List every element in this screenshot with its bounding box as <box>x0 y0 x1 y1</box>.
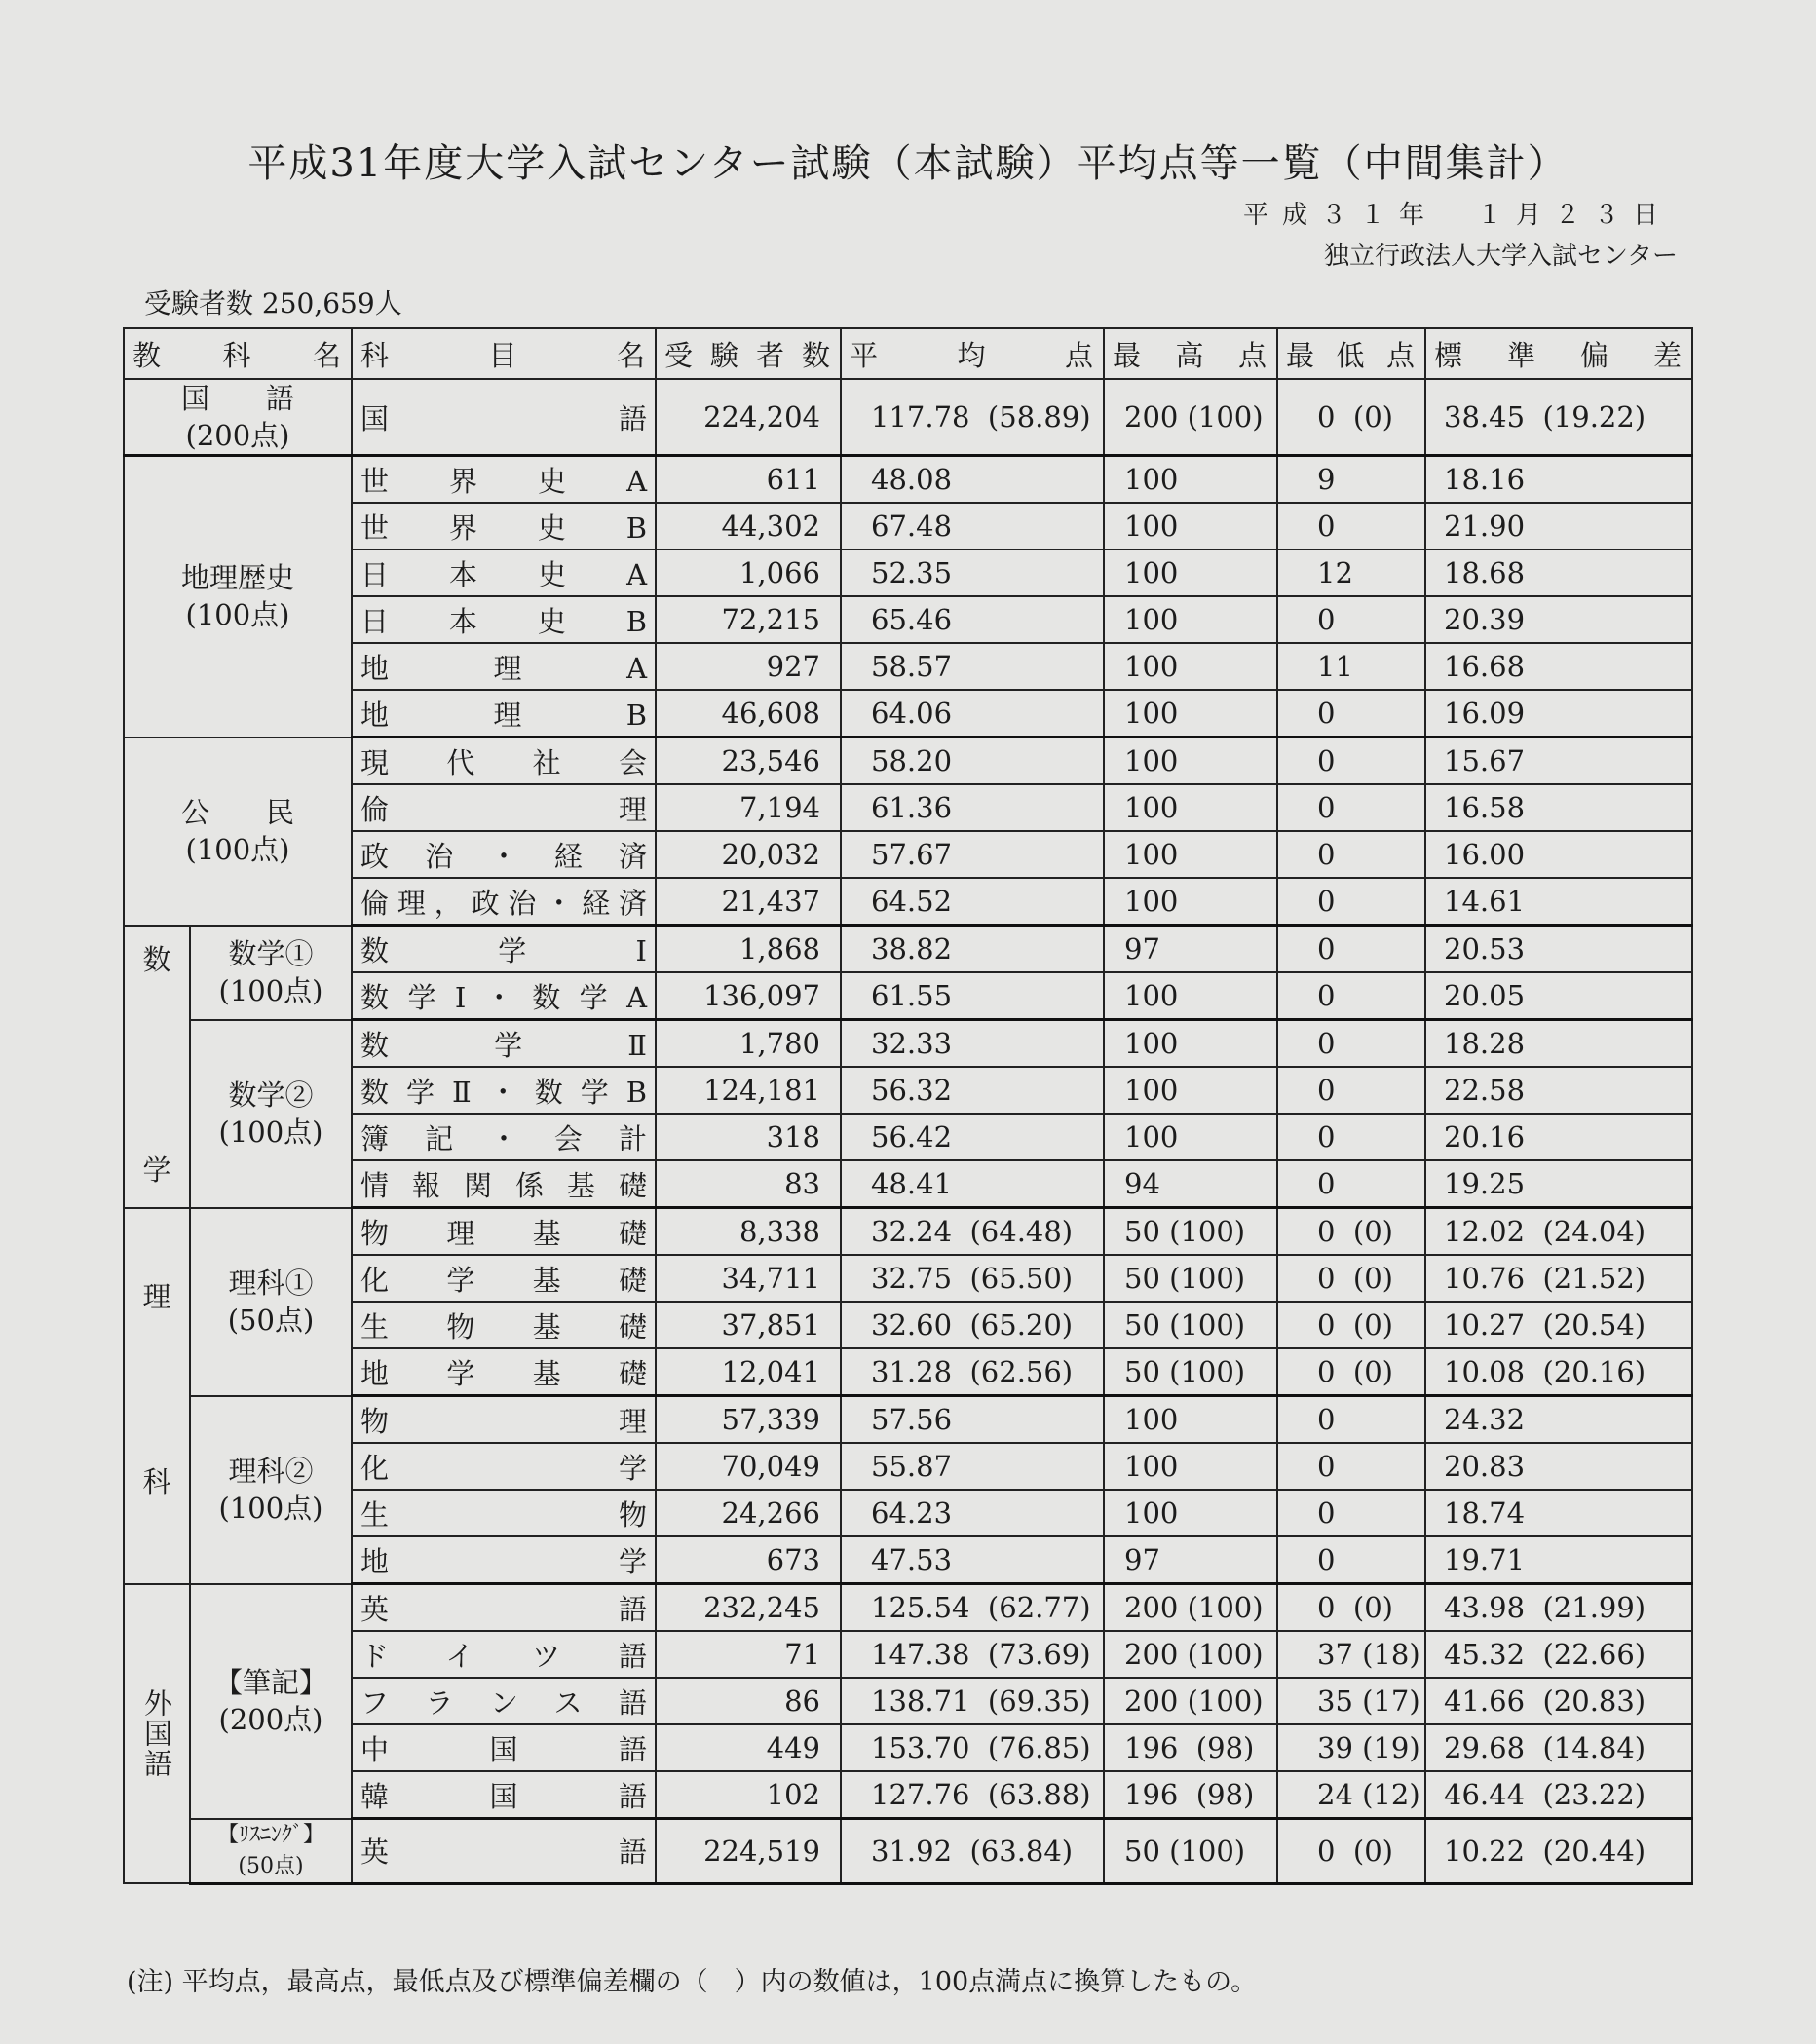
examinee-count: 44,302 <box>656 503 841 549</box>
average-score: 56.32 <box>841 1067 1104 1114</box>
examinee-count: 136,097 <box>656 972 841 1020</box>
subject-name: 物理基礎 <box>352 1208 656 1256</box>
subject-name: 化学基礎 <box>352 1255 656 1302</box>
subject-name: 中国語 <box>352 1724 656 1771</box>
examinee-count: 224,519 <box>656 1819 841 1884</box>
min-score: 39 (19) <box>1277 1724 1425 1771</box>
standard-deviation: 16.09 <box>1425 690 1692 738</box>
min-score: 0 <box>1277 831 1425 878</box>
max-score: 100 <box>1104 456 1277 504</box>
col-header-min: 最低点 <box>1277 328 1425 379</box>
min-score: 0 <box>1277 878 1425 926</box>
average-score: 32.33 <box>841 1020 1104 1068</box>
subcategory-hikki <box>190 1584 352 1819</box>
average-score: 58.20 <box>841 738 1104 785</box>
average-score: 58.57 <box>841 643 1104 690</box>
standard-deviation: 18.68 <box>1425 549 1692 596</box>
min-score: 0 (0) <box>1277 1819 1425 1884</box>
table-row <box>124 1348 1692 1396</box>
average-score: 48.41 <box>841 1160 1104 1208</box>
examinee-count: 232,245 <box>656 1584 841 1632</box>
average-score: 38.82 <box>841 926 1104 973</box>
col-header-category: 教 科 名 <box>124 328 352 379</box>
max-score: 100 <box>1104 1443 1277 1490</box>
subject-name: 世界史A <box>352 456 656 504</box>
table-row <box>124 784 1692 831</box>
average-score: 65.46 <box>841 596 1104 643</box>
table-row <box>124 643 1692 690</box>
results-table <box>123 327 1693 1885</box>
subcategory-sci2 <box>190 1396 352 1584</box>
standard-deviation: 38.45 (19.22) <box>1425 379 1692 456</box>
average-score: 31.28 (62.56) <box>841 1348 1104 1396</box>
max-score: 97 <box>1104 926 1277 973</box>
table-row <box>124 1631 1692 1678</box>
subject-name: 世界史B <box>352 503 656 549</box>
table-row <box>124 1302 1692 1348</box>
subject-name: 地学 <box>352 1536 656 1584</box>
subject-name: 政治・経済 <box>352 831 656 878</box>
table-row <box>124 1396 1692 1444</box>
average-score: 64.06 <box>841 690 1104 738</box>
max-score: 100 <box>1104 1396 1277 1444</box>
min-score: 0 <box>1277 926 1425 973</box>
table-row <box>124 1067 1692 1114</box>
min-score: 0 <box>1277 596 1425 643</box>
min-score: 0 <box>1277 1114 1425 1160</box>
category-name-top: 理 <box>142 1279 171 1313</box>
average-score: 52.35 <box>841 549 1104 596</box>
table-row <box>124 831 1692 878</box>
subject-name: 生物基礎 <box>352 1302 656 1348</box>
subject-name: 国語 <box>352 379 656 456</box>
table-row <box>124 1678 1692 1724</box>
min-score: 0 (0) <box>1277 1348 1425 1396</box>
max-score: 100 <box>1104 643 1277 690</box>
standard-deviation: 10.76 (21.52) <box>1425 1255 1692 1302</box>
table-row <box>124 690 1692 738</box>
subject-name: 簿記・会計 <box>352 1114 656 1160</box>
table-row <box>124 1114 1692 1160</box>
category-gaikoku <box>124 1584 190 1884</box>
table-row <box>124 1160 1692 1208</box>
min-score: 37 (18) <box>1277 1631 1425 1678</box>
table-row <box>124 379 1692 456</box>
examinee-count: 124,181 <box>656 1067 841 1114</box>
subject-name: 地理A <box>352 643 656 690</box>
min-score: 35 (17) <box>1277 1678 1425 1724</box>
examinee-count: 23,546 <box>656 738 841 785</box>
average-score: 61.55 <box>841 972 1104 1020</box>
category-komin <box>124 738 352 926</box>
subject-name: 地理B <box>352 690 656 738</box>
examinee-count: 8,338 <box>656 1208 841 1256</box>
min-score: 0 <box>1277 1160 1425 1208</box>
subject-name: 英語 <box>352 1584 656 1632</box>
subcategory-name: 【ﾘｽﾆﾝｸﾞ】 <box>217 1822 325 1847</box>
category-sugaku <box>124 926 190 1208</box>
examinee-count: 12,041 <box>656 1348 841 1396</box>
table-row <box>124 503 1692 549</box>
min-score: 0 <box>1277 1536 1425 1584</box>
max-score: 94 <box>1104 1160 1277 1208</box>
min-score: 0 <box>1277 690 1425 738</box>
table-row <box>124 1443 1692 1490</box>
examinee-count: 20,032 <box>656 831 841 878</box>
min-score: 0 <box>1277 738 1425 785</box>
average-score: 67.48 <box>841 503 1104 549</box>
min-score: 24 (12) <box>1277 1771 1425 1819</box>
subject-name: 数学Ⅰ・数学A <box>352 972 656 1020</box>
max-score: 97 <box>1104 1536 1277 1584</box>
min-score: 0 <box>1277 972 1425 1020</box>
category-kokugo <box>124 379 352 456</box>
subcategory-name: 理科① <box>228 1267 314 1300</box>
standard-deviation: 22.58 <box>1425 1067 1692 1114</box>
category-chireki <box>124 456 352 738</box>
examinee-count: 7,194 <box>656 784 841 831</box>
min-score: 0 (0) <box>1277 379 1425 456</box>
examinee-count: 611 <box>656 456 841 504</box>
max-score: 100 <box>1104 503 1277 549</box>
max-score: 100 <box>1104 1114 1277 1160</box>
table-header-row <box>124 328 1692 379</box>
category-name-bottom: 科 <box>142 1464 171 1498</box>
subcategory-points: (50点) <box>238 1853 304 1878</box>
standard-deviation: 19.25 <box>1425 1160 1692 1208</box>
col-header-examinees: 受験者数 <box>656 328 841 379</box>
examinee-count: 1,780 <box>656 1020 841 1068</box>
examinee-count: 673 <box>656 1536 841 1584</box>
max-score: 200 (100) <box>1104 1584 1277 1632</box>
table-row <box>124 549 1692 596</box>
subject-name: 生物 <box>352 1490 656 1536</box>
subcategory-name: 【筆記】 <box>214 1666 328 1699</box>
max-score: 50 (100) <box>1104 1819 1277 1884</box>
examinee-count: 927 <box>656 643 841 690</box>
table-row <box>124 1819 1692 1884</box>
standard-deviation: 45.32 (22.66) <box>1425 1631 1692 1678</box>
max-score: 200 (100) <box>1104 1678 1277 1724</box>
table-row <box>124 1020 1692 1068</box>
examinee-count: 86 <box>656 1678 841 1724</box>
average-score: 57.56 <box>841 1396 1104 1444</box>
category-rika <box>124 1208 190 1584</box>
min-score: 0 (0) <box>1277 1255 1425 1302</box>
max-score: 100 <box>1104 1020 1277 1068</box>
examinee-count: 224,204 <box>656 379 841 456</box>
max-score: 100 <box>1104 596 1277 643</box>
subject-name: フランス語 <box>352 1678 656 1724</box>
subcategory-points: (50点) <box>227 1304 315 1337</box>
average-score: 57.67 <box>841 831 1104 878</box>
table-row <box>124 1208 1692 1256</box>
min-score: 0 (0) <box>1277 1208 1425 1256</box>
average-score: 127.76 (63.88) <box>841 1771 1104 1819</box>
average-score: 32.60 (65.20) <box>841 1302 1104 1348</box>
standard-deviation: 10.27 (20.54) <box>1425 1302 1692 1348</box>
min-score: 0 <box>1277 1443 1425 1490</box>
standard-deviation: 10.22 (20.44) <box>1425 1819 1692 1884</box>
subject-name: 物理 <box>352 1396 656 1444</box>
standard-deviation: 29.68 (14.84) <box>1425 1724 1692 1771</box>
examinee-count: 21,437 <box>656 878 841 926</box>
min-score: 12 <box>1277 549 1425 596</box>
min-score: 9 <box>1277 456 1425 504</box>
min-score: 0 (0) <box>1277 1584 1425 1632</box>
max-score: 100 <box>1104 549 1277 596</box>
standard-deviation: 15.67 <box>1425 738 1692 785</box>
average-score: 153.70 (76.85) <box>841 1724 1104 1771</box>
max-score: 100 <box>1104 831 1277 878</box>
subject-name: 倫理 <box>352 784 656 831</box>
average-score: 147.38 (73.69) <box>841 1631 1104 1678</box>
standard-deviation: 41.66 (20.83) <box>1425 1678 1692 1724</box>
max-score: 100 <box>1104 784 1277 831</box>
table-row <box>124 738 1692 785</box>
examinee-count: 1,066 <box>656 549 841 596</box>
max-score: 50 (100) <box>1104 1302 1277 1348</box>
standard-deviation: 46.44 (23.22) <box>1425 1771 1692 1819</box>
examinee-count: 34,711 <box>656 1255 841 1302</box>
category-points: (100点) <box>185 833 290 866</box>
table-row <box>124 1536 1692 1584</box>
table-row <box>124 1490 1692 1536</box>
subject-name: 数学Ⅱ <box>352 1020 656 1068</box>
category-name: 国 語 <box>181 382 295 415</box>
standard-deviation: 10.08 (20.16) <box>1425 1348 1692 1396</box>
average-score: 48.08 <box>841 456 1104 504</box>
subject-name: 日本史B <box>352 596 656 643</box>
category-name: 地理歴史 <box>181 561 295 595</box>
standard-deviation: 20.16 <box>1425 1114 1692 1160</box>
max-score: 50 (100) <box>1104 1255 1277 1302</box>
standard-deviation: 20.39 <box>1425 596 1692 643</box>
average-score: 31.92 (63.84) <box>841 1819 1104 1884</box>
standard-deviation: 20.53 <box>1425 926 1692 973</box>
examinee-count: 1,868 <box>656 926 841 973</box>
subcategory-name: 理科② <box>228 1455 314 1488</box>
standard-deviation: 18.74 <box>1425 1490 1692 1536</box>
min-score: 0 <box>1277 1020 1425 1068</box>
examinee-count: 449 <box>656 1724 841 1771</box>
subject-name: 数学Ⅰ <box>352 926 656 973</box>
max-score: 50 (100) <box>1104 1208 1277 1256</box>
standard-deviation: 43.98 (21.99) <box>1425 1584 1692 1632</box>
standard-deviation: 19.71 <box>1425 1536 1692 1584</box>
standard-deviation: 12.02 (24.04) <box>1425 1208 1692 1256</box>
category-points: (100点) <box>185 598 290 632</box>
subject-name: 地学基礎 <box>352 1348 656 1396</box>
standard-deviation: 16.00 <box>1425 831 1692 878</box>
average-score: 125.54 (62.77) <box>841 1584 1104 1632</box>
standard-deviation: 16.68 <box>1425 643 1692 690</box>
max-score: 100 <box>1104 878 1277 926</box>
subject-name: ドイツ語 <box>352 1631 656 1678</box>
subcategory-name: 数学① <box>228 937 314 970</box>
table-row <box>124 972 1692 1020</box>
category-name-bottom: 学 <box>142 1153 171 1187</box>
col-header-max: 最 高 点 <box>1104 328 1277 379</box>
category-name: 外国語 <box>140 1687 173 1779</box>
col-header-subject: 科 目 名 <box>352 328 656 379</box>
standard-deviation: 14.61 <box>1425 878 1692 926</box>
max-score: 100 <box>1104 972 1277 1020</box>
average-score: 32.24 (64.48) <box>841 1208 1104 1256</box>
subcategory-points: (100点) <box>218 1116 323 1149</box>
max-score: 200 (100) <box>1104 379 1277 456</box>
category-name-top: 数 <box>142 942 171 976</box>
col-header-average: 平 均 点 <box>841 328 1104 379</box>
standard-deviation: 24.32 <box>1425 1396 1692 1444</box>
max-score: 196 (98) <box>1104 1724 1277 1771</box>
organization-name: 独立行政法人大学入試センター <box>1324 242 1678 271</box>
subject-name: 英語 <box>352 1819 656 1884</box>
subject-name: 化学 <box>352 1443 656 1490</box>
subcategory-name: 数学② <box>228 1079 314 1112</box>
average-score: 55.87 <box>841 1443 1104 1490</box>
min-score: 0 <box>1277 1490 1425 1536</box>
standard-deviation: 21.90 <box>1425 503 1692 549</box>
subject-name: 倫理，政治・経済 <box>352 878 656 926</box>
max-score: 50 (100) <box>1104 1348 1277 1396</box>
examinee-count: 102 <box>656 1771 841 1819</box>
subcategory-points: (100点) <box>218 974 323 1007</box>
examinee-count: 70,049 <box>656 1443 841 1490</box>
page-title: 平成31年度大学入試センター試験（本試験）平均点等一覧（中間集計） <box>247 141 1569 186</box>
table-row <box>124 456 1692 504</box>
standard-deviation: 16.58 <box>1425 784 1692 831</box>
table-row <box>124 926 1692 973</box>
examinee-count: 37,851 <box>656 1302 841 1348</box>
max-score: 100 <box>1104 738 1277 785</box>
subcategory-listening <box>190 1819 352 1884</box>
subject-name: 数学Ⅱ・数学B <box>352 1067 656 1114</box>
subject-name: 日本史A <box>352 549 656 596</box>
examinee-count: 83 <box>656 1160 841 1208</box>
min-score: 0 <box>1277 1396 1425 1444</box>
category-points: (200点) <box>185 419 290 452</box>
min-score: 0 <box>1277 1067 1425 1114</box>
category-name: 公 民 <box>181 796 295 829</box>
max-score: 100 <box>1104 690 1277 738</box>
average-score: 61.36 <box>841 784 1104 831</box>
subcategory-math1 <box>190 926 352 1020</box>
subcategory-sci1 <box>190 1208 352 1396</box>
max-score: 100 <box>1104 1067 1277 1114</box>
max-score: 200 (100) <box>1104 1631 1277 1678</box>
footnote: (注) 平均点，最高点，最低点及び標準偏差欄の（ ）内の数値は，100点満点に換算したもの。 <box>127 1967 1258 1997</box>
max-score: 196 (98) <box>1104 1771 1277 1819</box>
examinee-count: 71 <box>656 1631 841 1678</box>
examinee-count: 72,215 <box>656 596 841 643</box>
min-score: 0 <box>1277 784 1425 831</box>
subcategory-points: (200点) <box>218 1703 323 1736</box>
table-row <box>124 878 1692 926</box>
subject-name: 現代社会 <box>352 738 656 785</box>
subject-name: 韓国語 <box>352 1771 656 1819</box>
table-row <box>124 596 1692 643</box>
average-score: 64.52 <box>841 878 1104 926</box>
subcategory-math2 <box>190 1020 352 1208</box>
min-score: 0 (0) <box>1277 1302 1425 1348</box>
average-score: 64.23 <box>841 1490 1104 1536</box>
examinee-count: 57,339 <box>656 1396 841 1444</box>
standard-deviation: 18.28 <box>1425 1020 1692 1068</box>
table-row <box>124 1771 1692 1819</box>
table-row <box>124 1584 1692 1632</box>
total-examinees: 受験者数 250,659人 <box>144 287 402 320</box>
standard-deviation: 20.05 <box>1425 972 1692 1020</box>
examinee-count: 46,608 <box>656 690 841 738</box>
max-score: 100 <box>1104 1490 1277 1536</box>
subject-name: 情報関係基礎 <box>352 1160 656 1208</box>
examinee-count: 318 <box>656 1114 841 1160</box>
table-row <box>124 1724 1692 1771</box>
min-score: 11 <box>1277 643 1425 690</box>
average-score: 56.42 <box>841 1114 1104 1160</box>
average-score: 32.75 (65.50) <box>841 1255 1104 1302</box>
average-score: 117.78 (58.89) <box>841 379 1104 456</box>
table-row <box>124 1255 1692 1302</box>
min-score: 0 <box>1277 503 1425 549</box>
col-header-sd: 標 準 偏 差 <box>1425 328 1692 379</box>
standard-deviation: 20.83 <box>1425 1443 1692 1490</box>
standard-deviation: 18.16 <box>1425 456 1692 504</box>
report-date: 平成３１年 １月２３日 <box>1242 201 1672 230</box>
average-score: 138.71 (69.35) <box>841 1678 1104 1724</box>
subcategory-points: (100点) <box>218 1492 323 1525</box>
average-score: 47.53 <box>841 1536 1104 1584</box>
examinee-count: 24,266 <box>656 1490 841 1536</box>
